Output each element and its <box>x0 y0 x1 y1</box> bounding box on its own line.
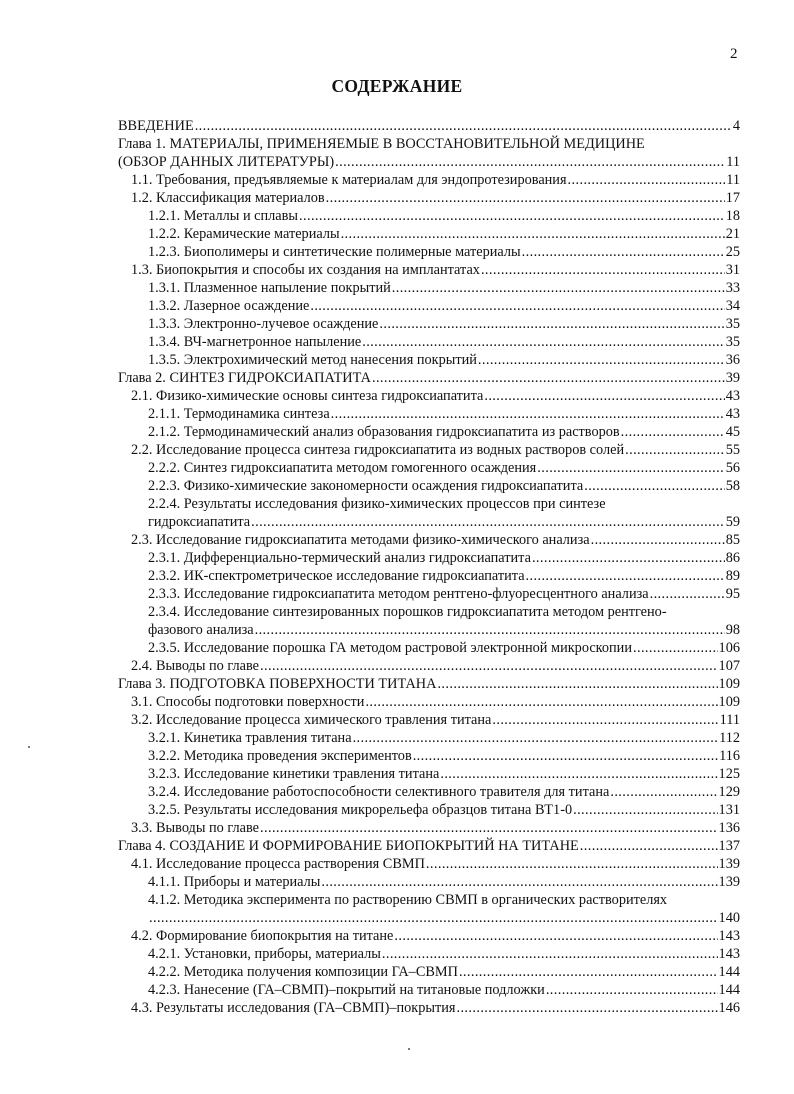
toc-entry-title: 3.2.3. Исследование кинетики травления титана <box>148 766 440 782</box>
toc-entry-title: 1.3.3. Электронно-лучевое осаждение <box>148 316 379 332</box>
toc-entry-title: 1.3.1. Плазменное напыление покрытий <box>148 280 391 296</box>
toc-entry-title: 4.2. Формирование биопокрытия на титане <box>131 928 394 944</box>
dot-leader <box>392 279 725 297</box>
dot-leader <box>335 153 725 171</box>
toc-entry[interactable] <box>118 153 740 171</box>
dot-leader <box>440 765 717 783</box>
toc-entry-page: 35 <box>725 334 740 350</box>
toc-entry[interactable] <box>148 333 740 351</box>
dot-leader <box>459 963 718 981</box>
scan-speck <box>408 1048 410 1050</box>
page-title: СОДЕРЖАНИЕ <box>331 76 463 96</box>
toc-entry-title: 1.3.4. ВЧ-магнетронное напыление <box>148 334 362 350</box>
toc-entry[interactable] <box>131 855 740 873</box>
toc-entry-title: Глава 3. ПОДГОТОВКА ПОВЕРХНОСТИ ТИТАНА <box>118 676 437 692</box>
toc-entry[interactable] <box>148 297 740 315</box>
dot-leader <box>625 441 725 459</box>
toc-entry[interactable] <box>131 189 740 207</box>
dot-leader <box>526 567 725 585</box>
toc-entry-page: 144 <box>718 982 740 998</box>
toc-entry-title: 1.3. Биопокрытия и способы их создания на имплантатах <box>131 262 480 278</box>
toc-entry-title: 3.2.1. Кинетика травления титана <box>148 730 352 746</box>
toc-entry-page: 11 <box>726 154 740 170</box>
toc-entry-page: 55 <box>725 442 740 458</box>
toc-entry[interactable] <box>148 639 740 657</box>
toc-entry-page: 86 <box>725 550 740 566</box>
toc-entry-title: 2.1.2. Термодинамический анализ образования гидроксиапатита из растворов <box>148 424 620 440</box>
toc-entry-title[interactable]: 4.1.2. Методика эксперимента по растворению СВМП в органических растворителях <box>148 892 668 908</box>
toc-entry[interactable] <box>148 801 740 819</box>
dot-leader <box>492 711 718 729</box>
toc-entry-page: 143 <box>718 928 740 944</box>
toc-entry-title: Глава 2. СИНТЕЗ ГИДРОКСИАПАТИТА <box>118 370 371 386</box>
toc-entry[interactable] <box>148 477 740 495</box>
toc-entry-title: гидроксиапатита <box>148 514 251 530</box>
toc-entry-page: 140 <box>718 910 740 926</box>
dot-leader <box>456 999 717 1017</box>
dot-leader <box>321 873 717 891</box>
toc-entry-page: 131 <box>718 802 740 818</box>
dot-leader <box>633 639 718 657</box>
toc-entry[interactable] <box>148 945 740 963</box>
dot-leader <box>372 369 725 387</box>
toc-entry[interactable] <box>148 459 740 477</box>
toc-entry-title: 1.1. Требования, предъявляемые к материалам для эндопротезирования <box>131 172 567 188</box>
toc-entry-page: 109 <box>718 676 740 692</box>
toc-entry[interactable] <box>118 117 740 135</box>
toc-entry-continuation[interactable] <box>148 909 740 927</box>
dot-leader <box>546 981 718 999</box>
dot-leader <box>621 423 725 441</box>
dot-leader <box>251 513 725 531</box>
toc-entry-title: 3.1. Способы подготовки поверхности <box>131 694 365 710</box>
toc-entry-title: 4.2.3. Нанесение (ГА–СВМП)–покрытий на титановые подложки <box>148 982 545 998</box>
dot-leader <box>437 675 717 693</box>
toc-entry-title: (ОБЗОР ДАННЫХ ЛИТЕРАТУРЫ) <box>118 154 335 170</box>
toc-entry[interactable] <box>131 693 740 711</box>
toc-entry[interactable] <box>131 387 740 405</box>
dot-leader <box>331 405 725 423</box>
toc-entry-title: Глава 4. СОЗДАНИЕ И ФОРМИРОВАНИЕ БИОПОКРЫТИЙ НА ТИТАНЕ <box>118 838 579 854</box>
toc-entry-title: 2.4. Выводы по главе <box>131 658 260 674</box>
toc-entry-title: 4.2.1. Установки, приборы, материалы <box>148 946 381 962</box>
toc-entry-title: 3.2.5. Результаты исследования микрорельефа образцов титана ВТ1-0 <box>148 802 573 818</box>
dot-leader <box>195 117 732 135</box>
toc-entry[interactable] <box>148 747 740 765</box>
dot-leader <box>537 459 724 477</box>
toc-entry-title: 2.1.1. Термодинамика синтеза <box>148 406 330 422</box>
toc-entry-title: 1.2.2. Керамические материалы <box>148 226 340 242</box>
dot-leader <box>299 207 725 225</box>
toc-entry-page: 139 <box>718 856 740 872</box>
toc-entry-page: 136 <box>718 820 740 836</box>
toc-entry-page: 146 <box>718 1000 740 1016</box>
toc-entry[interactable] <box>148 765 740 783</box>
toc-entry-page: 45 <box>725 424 740 440</box>
toc-entry[interactable] <box>148 729 740 747</box>
dot-leader <box>341 225 725 243</box>
dot-leader <box>353 729 719 747</box>
dot-leader <box>478 351 725 369</box>
toc-entry[interactable] <box>131 657 740 675</box>
toc-entry-title: 2.3.5. Исследование порошка ГА методом растровой электронной микроскопии <box>148 640 632 656</box>
toc-entry-title: 2.3.1. Дифференциально-термический анализ гидроксиапатита <box>148 550 531 566</box>
dot-leader <box>522 243 725 261</box>
toc-entry[interactable] <box>148 225 740 243</box>
toc-entry[interactable] <box>131 819 740 837</box>
toc-entry-title: 2.2.2. Синтез гидроксиапатита методом гомогенного осаждения <box>148 460 537 476</box>
toc-entry[interactable] <box>148 873 740 891</box>
toc-entry-title[interactable]: 2.2.4. Результаты исследования физико-химических процессов при синтезе <box>148 496 606 512</box>
toc-entry[interactable] <box>131 531 740 549</box>
toc-entry-title[interactable]: 2.3.4. Исследование синтезированных порошков гидроксиапатита методом рентгено- <box>148 604 667 620</box>
toc-entry-title: 4.1.1. Приборы и материалы <box>148 874 321 890</box>
toc-entry[interactable] <box>148 621 740 639</box>
toc-entry-page: 56 <box>725 460 740 476</box>
toc-entry[interactable] <box>118 837 740 855</box>
toc-entry-page: 111 <box>719 712 740 728</box>
toc-entry-page: 33 <box>725 280 740 296</box>
toc-entry-page: 144 <box>718 964 740 980</box>
scan-speck <box>28 746 30 748</box>
toc-entry[interactable] <box>148 207 740 225</box>
dot-leader <box>362 333 724 351</box>
toc-entry-page: 116 <box>719 748 740 764</box>
toc-entry-title: 4.1. Исследование процесса растворения СВМП <box>131 856 425 872</box>
toc-entry-title: фазового анализа <box>148 622 254 638</box>
toc-entry-page: 58 <box>725 478 740 494</box>
toc-entry-title: 4.3. Результаты исследования (ГА–СВМП)–покрытия <box>131 1000 456 1016</box>
dot-leader <box>149 909 718 927</box>
dot-leader <box>610 783 717 801</box>
toc-entry-title: 2.3.2. ИК-спектрометрическое исследование гидроксиапатита <box>148 568 525 584</box>
dot-leader <box>591 531 725 549</box>
toc-entry-page: 137 <box>718 838 740 854</box>
toc-entry-page: 98 <box>725 622 740 638</box>
toc-entry-page: 36 <box>725 352 740 368</box>
toc-entry-page: 35 <box>725 316 740 332</box>
toc-entry[interactable] <box>148 405 740 423</box>
toc-entry[interactable] <box>131 261 740 279</box>
toc-entry[interactable] <box>148 567 740 585</box>
toc-entry[interactable] <box>148 279 740 297</box>
toc-entry[interactable] <box>148 351 740 369</box>
toc-entry[interactable] <box>148 315 740 333</box>
toc-entry[interactable] <box>131 711 740 729</box>
toc-entry[interactable] <box>118 675 740 693</box>
dot-leader <box>532 549 725 567</box>
dot-leader <box>310 297 724 315</box>
toc-entry-title: 1.2.3. Биополимеры и синтетические полимерные материалы <box>148 244 521 260</box>
toc-entry[interactable] <box>148 513 740 531</box>
toc-entry-page: 143 <box>718 946 740 962</box>
dot-leader <box>260 657 718 675</box>
toc-entry-title: 3.2.4. Исследование работоспособности селективного травителя для титана <box>148 784 610 800</box>
toc-entry-page: 11 <box>726 172 740 188</box>
toc-entry-title: ВВЕДЕНИЕ <box>118 118 194 134</box>
toc-entry-page: 85 <box>725 532 740 548</box>
dot-leader <box>484 387 724 405</box>
toc-entry-title[interactable]: Глава 1. МАТЕРИАЛЫ, ПРИМЕНЯЕМЫЕ В ВОССТАНОВИТЕЛЬНОЙ МЕДИЦИНЕ <box>118 136 645 152</box>
toc-entry-title: 1.2. Классификация материалов <box>131 190 325 206</box>
toc-entry[interactable] <box>148 423 740 441</box>
toc-entry-page: 129 <box>718 784 740 800</box>
toc-entry-page: 43 <box>725 406 740 422</box>
toc-entry[interactable] <box>148 783 740 801</box>
toc-entry-title: 3.2. Исследование процесса химического травления титана <box>131 712 492 728</box>
toc-entry[interactable] <box>148 549 740 567</box>
dot-leader <box>260 819 718 837</box>
dot-leader <box>426 855 718 873</box>
toc-entry-title: 3.3. Выводы по главе <box>131 820 260 836</box>
dot-leader <box>379 315 724 333</box>
toc-entry-page: 107 <box>718 658 740 674</box>
toc-entry-page: 139 <box>718 874 740 890</box>
toc-entry-title: 2.3. Исследование гидроксиапатита методами физико-химического анализа <box>131 532 590 548</box>
toc-entry[interactable] <box>148 243 740 261</box>
toc-entry-title: 1.3.2. Лазерное осаждение <box>148 298 310 314</box>
toc-entry-title: 4.2.2. Методика получения композиции ГА–СВМП <box>148 964 458 980</box>
toc-entry-page: 106 <box>718 640 740 656</box>
dot-leader <box>584 477 724 495</box>
toc-entry-page: 25 <box>725 244 740 260</box>
toc-entry-page: 109 <box>718 694 740 710</box>
dot-leader <box>650 585 725 603</box>
toc-entry-title: 2.1. Физико-химические основы синтеза гидроксиапатита <box>131 388 484 404</box>
toc-entry-page: 31 <box>725 262 740 278</box>
toc-entry-page: 18 <box>725 208 740 224</box>
dot-leader <box>413 747 718 765</box>
dot-leader <box>365 693 717 711</box>
toc-entry[interactable] <box>148 585 740 603</box>
toc-entry-title: 2.2. Исследование процесса синтеза гидроксиапатита из водных растворов солей <box>131 442 625 458</box>
toc-entry-page: 4 <box>732 118 740 134</box>
toc-entry-title: 1.3.5. Электрохимический метод нанесения покрытий <box>148 352 477 368</box>
toc-entry-page: 95 <box>725 586 740 602</box>
toc-entry[interactable] <box>148 981 740 999</box>
dot-leader <box>394 927 717 945</box>
toc-entry-page: 59 <box>725 514 740 530</box>
dot-leader <box>481 261 725 279</box>
toc-entry-page: 39 <box>725 370 740 386</box>
toc-entry-page: 125 <box>718 766 740 782</box>
toc-entry-title: 2.2.3. Физико-химические закономерности осаждения гидроксиапатита <box>148 478 584 494</box>
dot-leader <box>580 837 718 855</box>
toc-entry-title: 2.3.3. Исследование гидроксиапатита методом рентгено-флуоресцентного анализа <box>148 586 649 602</box>
toc-entry-page: 112 <box>719 730 740 746</box>
dot-leader <box>382 945 718 963</box>
page-number: 2 <box>730 46 738 62</box>
toc-entry[interactable] <box>148 963 740 981</box>
toc-entry-page: 34 <box>725 298 740 314</box>
toc-entry-page: 43 <box>725 388 740 404</box>
toc-entry-title: 3.2.2. Методика проведения экспериментов <box>148 748 412 764</box>
dot-leader <box>255 621 725 639</box>
dot-leader <box>573 801 717 819</box>
toc-entry-title: 1.2.1. Металлы и сплавы <box>148 208 299 224</box>
toc-entry-page: 89 <box>725 568 740 584</box>
toc-entry[interactable] <box>131 441 740 459</box>
dot-leader <box>568 171 726 189</box>
dot-leader <box>326 189 725 207</box>
toc-entry[interactable] <box>118 369 740 387</box>
toc-entry[interactable] <box>131 999 740 1017</box>
toc-entry[interactable] <box>131 171 740 189</box>
toc-entry[interactable] <box>131 927 740 945</box>
toc-entry-page: 21 <box>725 226 740 242</box>
toc-entry-page: 17 <box>725 190 740 206</box>
